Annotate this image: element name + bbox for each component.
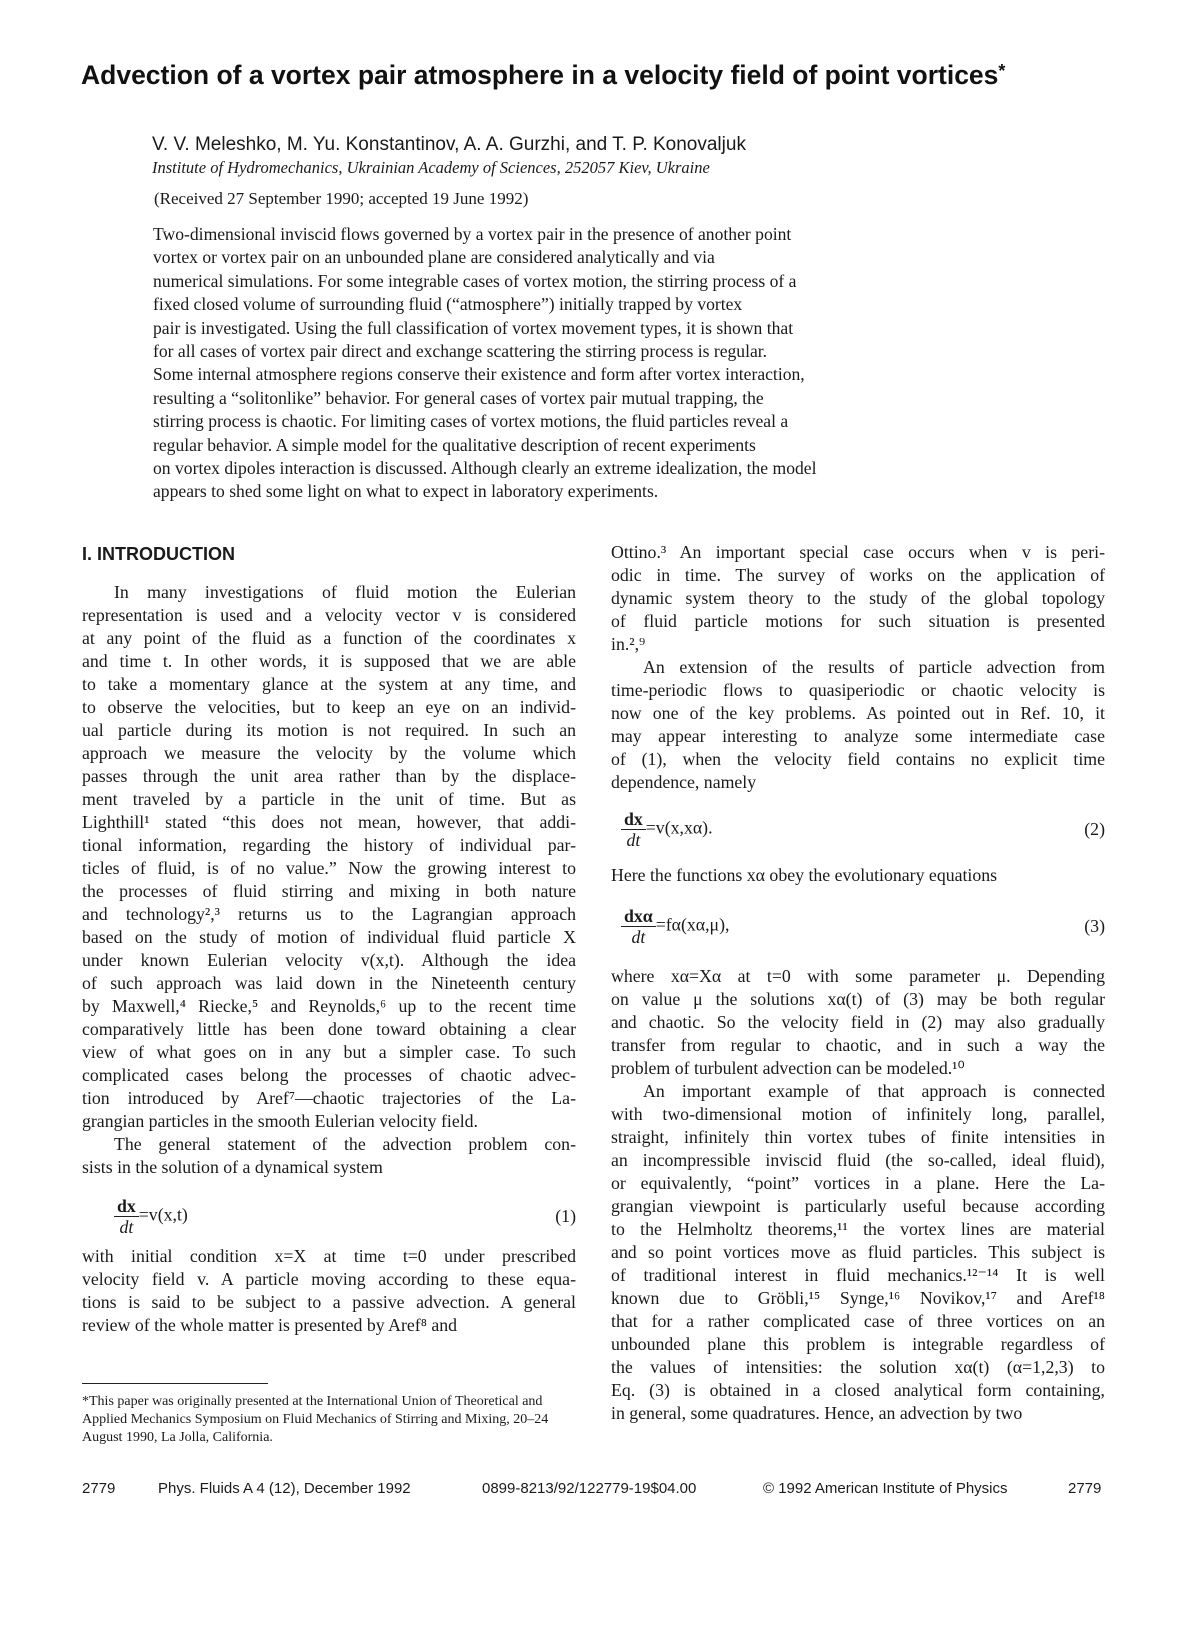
body-text-line: in general, some quadratures. Hence, an advection by two	[611, 1403, 1023, 1423]
body-text-line: problem of turbulent advection can be modeled.¹⁰	[611, 1058, 965, 1078]
body-text-line: representation is used and a velocity vector v is considered	[82, 605, 576, 625]
body-text-line: dynamic system theory to the study of the global topology	[611, 588, 1105, 608]
left-paragraphs-1	[82, 581, 576, 1179]
body-text-line: review of the whole matter is presented by Aref⁸ and	[82, 1315, 458, 1335]
body-text-line: time-periodic flows to quasiperiodic or chaotic velocity is	[611, 680, 1105, 700]
body-text-line: with initial condition x=X at time t=0 under prescribed	[82, 1246, 576, 1266]
body-text-line: approach we measure the velocity by the volume which	[82, 743, 576, 763]
body-text-line: on value μ the solutions xα(t) of (3) may be both regular	[611, 989, 1105, 1009]
footer-page-left: 2779	[82, 1480, 116, 1497]
body-text-line: that for a rather complicated case of three vortices on an	[611, 1311, 1105, 1331]
body-text-line: ual particle during its motion is not required. In such an	[82, 720, 576, 740]
body-text-line: with two-dimensional motion of infinitely long, parallel,	[611, 1104, 1105, 1124]
equation-1-body	[82, 1196, 188, 1237]
equation-3-body	[611, 906, 729, 947]
eq3-fraction	[621, 906, 656, 947]
body-text-line: now one of the key problems. As pointed out in Ref. 10, it	[611, 703, 1105, 723]
body-text-line: in.²,⁹	[611, 634, 646, 654]
body-text-line: may appear interesting to analyze some intermediate case	[611, 726, 1105, 746]
abstract-line: numerical simulations. For some integrable cases of vortex motion, the stirring process of a	[153, 270, 797, 291]
body-text-line: and technology²,³ returns us to the Lagrangian approach	[82, 904, 576, 924]
eq3-label: (3)	[1084, 915, 1105, 936]
abstract-line: Two-dimensional inviscid flows governed by a vortex pair in the presence of another point	[153, 224, 792, 244]
body-text-line: An important example of that approach is connected	[643, 1081, 1105, 1101]
body-text-line: an incompressible inviscid fluid (the so-called, ideal fluid),	[611, 1150, 1105, 1170]
footnote: *This paper was originally presented at the International Union of Theoretical and Applied Mechanics Symposium on Fluid Mechanics of Stirring and Mixing, 20–24 August 1990, La Jolla, California.	[82, 1394, 549, 1445]
right-paragraphs-2	[611, 965, 1105, 1425]
body-text-line: grangian particles in the smooth Eulerian velocity field.	[82, 1111, 479, 1131]
body-text-line: straight, infinitely thin vortex tubes of finite intensities in	[611, 1127, 1105, 1147]
abstract-line: pair is investigated. Using the full classification of vortex movement types, it is shown that	[153, 317, 794, 338]
eq1-denominator: dt	[119, 1216, 134, 1237]
right-text-line: Here the functions xα obey the evolutionary equations	[611, 865, 998, 885]
body-text-line: to the Helmholtz theorems,¹¹ the vortex lines are material	[611, 1219, 1105, 1239]
eq1-numerator: dx	[114, 1196, 139, 1217]
body-text-line: under known Eulerian velocity v(x,t). Although the idea	[82, 950, 576, 970]
body-text-line: tion introduced by Aref⁷—chaotic trajectories of the La-	[82, 1088, 576, 1108]
body-text-line: or equivalently, “point” vortices in a plane. Here the La-	[611, 1173, 1105, 1193]
body-text-line: Ottino.³ An important special case occurs when v is peri-	[611, 542, 1105, 562]
body-text-line: unbounded plane this problem is integrable regardless of	[611, 1334, 1105, 1354]
body-text-line: An extension of the results of particle advection from	[643, 657, 1105, 677]
eq3-denominator: dt	[631, 926, 646, 947]
eq3-rhs: =fα(xα,μ),	[655, 914, 730, 935]
affiliation: Institute of Hydromechanics, Ukrainian Academy of Sciences, 252057 Kiev, Ukraine	[152, 158, 710, 177]
left-paragraphs-2	[82, 1245, 576, 1337]
body-text-line: transfer from regular to chaotic, and in such a way the	[611, 1035, 1105, 1055]
body-text-line: The general statement of the advection problem con-	[114, 1134, 576, 1154]
received-dates: (Received 27 September 1990; accepted 19 June 1992)	[154, 189, 529, 208]
author-list: V. V. Meleshko, M. Yu. Konstantinov, A. A. Gurzhi, and T. P. Konovaljuk	[152, 134, 746, 155]
body-text-line: at any point of the fluid as a function of the coordinates x	[82, 628, 576, 648]
abstract-line: for all cases of vortex pair direct and exchange scattering the stirring process is regular.	[153, 341, 768, 362]
footer-page-right: 2779	[1068, 1480, 1102, 1497]
body-text-line: view of what goes on in any but a simpler case. To such	[82, 1042, 576, 1062]
body-text-line: and time t. In other words, it is supposed that we are able	[82, 651, 576, 671]
footer-journal: Phys. Fluids A 4 (12), December 1992	[158, 1480, 411, 1497]
abstract-line: on vortex dipoles interaction is discussed. Although clearly an extreme idealization, the model	[153, 458, 817, 479]
eq3-numerator: dxα	[621, 906, 656, 927]
body-text-line: ticles of fluid, is of no value.” Now the growing interest to	[82, 858, 576, 878]
body-text-line: known due to Gröbli,¹⁵ Synge,¹⁶ Novikov,¹⁷ and Aref¹⁸	[611, 1288, 1105, 1308]
eq2-fraction	[621, 809, 646, 850]
footnote-rule	[82, 1383, 268, 1384]
right-paragraphs-1	[611, 541, 1105, 794]
body-text-line: complicated cases belong the processes of chaotic advec-	[82, 1065, 576, 1085]
eq2-denominator: dt	[626, 829, 641, 850]
body-text-line: grangian viewpoint is particularly useful because according	[611, 1196, 1105, 1216]
body-text-line: dependence, namely	[611, 772, 757, 792]
body-text-line: to take a momentary glance at the system at any time, and	[82, 674, 576, 694]
body-text-line: by Maxwell,⁴ Riecke,⁵ and Reynolds,⁶ up to the recent time	[82, 996, 576, 1016]
body-text-line: velocity field v. A particle moving according to these equa-	[82, 1269, 576, 1289]
body-text-line: tional information, regarding the history of individual par-	[82, 835, 576, 855]
right-column	[611, 541, 1105, 1425]
abstract-line: Some internal atmosphere regions conserve their existence and form after vortex interaction,	[153, 364, 805, 385]
eq2-label: (2)	[1084, 818, 1105, 839]
left-column	[82, 581, 576, 1337]
body-text-line: based on the study of motion of individual fluid particle X	[82, 927, 576, 947]
abstract-line: appears to shed some light on what to expect in laboratory experiments.	[153, 481, 659, 502]
body-text-line: the values of intensities: the solution xα(t) (α=1,2,3) to	[611, 1357, 1105, 1377]
eq2-rhs: =v(x,xα).	[645, 817, 713, 838]
body-text-line: passes through the unit area rather than by the displace-	[82, 766, 576, 786]
body-text-line: odic in time. The survey of works on the application of	[611, 565, 1105, 585]
body-text-line: tions is said to be subject to a passive advection. A general	[82, 1292, 576, 1312]
body-text-line: sists in the solution of a dynamical system	[82, 1157, 383, 1177]
abstract-line: resulting a “solitonlike” behavior. For general cases of vortex pair mutual trapping, the	[153, 387, 764, 408]
eq1-rhs: =v(x,t)	[138, 1204, 188, 1225]
body-text-line: where xα=Xα at t=0 with some parameter μ. Depending	[611, 966, 1105, 986]
body-text-line: of (1), when the velocity field contains no explicit time	[611, 749, 1105, 769]
abstract-line: fixed closed volume of surrounding fluid (“atmosphere”) initially trapped by vortex	[153, 294, 743, 315]
footer-copyright: © 1992 American Institute of Physics	[763, 1480, 1008, 1497]
body-text-line: Eq. (3) is obtained in a closed analytical form containing,	[611, 1380, 1105, 1400]
title-text: Advection of a vortex pair atmosphere in a velocity field of point vortices	[81, 60, 999, 90]
eq1-fraction	[114, 1196, 139, 1237]
paper-title	[81, 60, 1081, 90]
body-text-line: comparatively little has been done toward obtaining a clear	[82, 1019, 576, 1039]
eq2-numerator: dx	[621, 809, 646, 830]
body-text-line: In many investigations of fluid motion the Eulerian	[114, 582, 576, 602]
body-text-line: the processes of fluid stirring and mixing in both nature	[82, 881, 576, 901]
body-text-line: of fluid particle motions for such situation is presented	[611, 611, 1105, 631]
abstract-line: vortex or vortex pair on an unbounded plane are considered analytically and via	[153, 247, 715, 268]
abstract	[153, 223, 973, 504]
body-text-line: to observe the velocities, but to keep an eye on an individ-	[82, 697, 576, 717]
body-text-line: of such approach was laid down in the Nineteenth century	[82, 973, 576, 993]
section-heading: I. INTRODUCTION	[82, 544, 235, 564]
eq1-label: (1)	[555, 1205, 576, 1226]
equation-2	[611, 806, 1105, 852]
body-text-line: of traditional interest in fluid mechanics.¹²⁻¹⁴ It is well	[611, 1265, 1105, 1285]
equation-3	[611, 901, 1105, 951]
body-text-line: ment traveled by a particle in the unit of time. But as	[82, 789, 576, 809]
body-text-line: and chaotic. So the velocity field in (2) may also gradually	[611, 1012, 1105, 1032]
equation-1	[82, 1193, 576, 1239]
title-footnote-mark: *	[998, 61, 1006, 81]
abstract-line: regular behavior. A simple model for the qualitative description of recent experiments	[153, 434, 756, 455]
body-text-line: and so point vortices move as fluid particles. This subject is	[611, 1242, 1105, 1262]
equation-2-body	[611, 809, 713, 850]
body-text-line: Lighthill¹ stated “this does not mean, however, that addi-	[82, 812, 576, 832]
abstract-line: stirring process is chaotic. For limiting cases of vortex motions, the fluid particles reveal a	[153, 411, 789, 432]
footer-code: 0899-8213/92/122779-19$04.00	[482, 1480, 697, 1497]
